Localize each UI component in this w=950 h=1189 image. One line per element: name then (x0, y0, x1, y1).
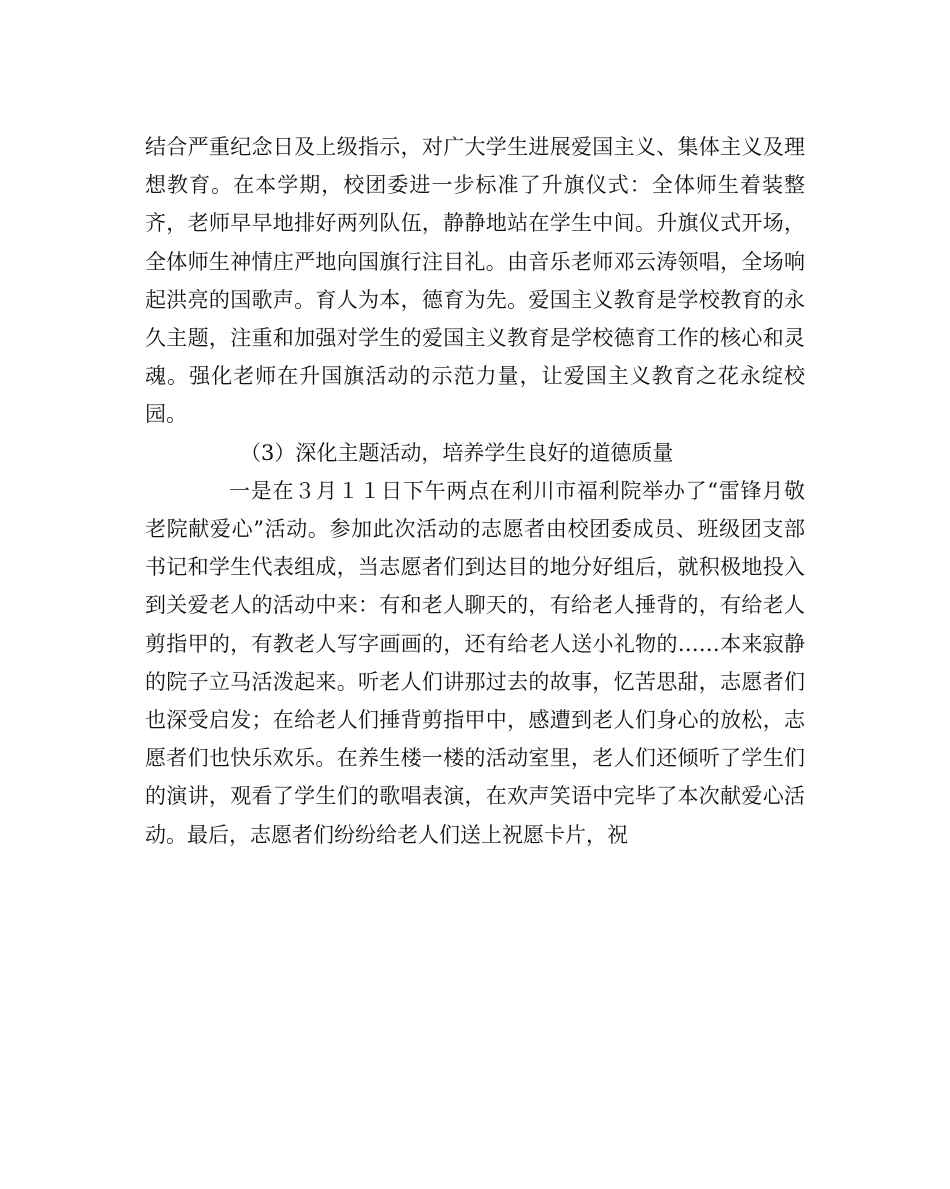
paragraph-volunteer-activity: 一是在３月１１日下午两点在利川市福利院举办了“雷锋月敬老院献爱心”活动。参加此次活动的志愿者由校团委成员、班级团支部书记和学生代表组成，当志愿者们到达目的地分好组后，就积极地投入到关爱老人的活动中来：有和老人聊天的，有给老人捶背的，有给老人剪指甲的，有教老人写字画画的，还有给老人送小礼物的……本来寂静的院子立马活泼起来。听老人们讲那过去的故事，忆苦思甜，志愿者们也深受启发；在给老人们捶背剪指甲中，感遭到老人们身心的放松，志愿者们也快乐欢乐。在养生楼一楼的活动室里，老人们还倾听了学生们的演讲，观看了学生们的歌唱表演，在欢声笑语中完毕了本次献爱心活动。最后，志愿者们纷纷给老人们送上祝愿卡片，祝 (145, 478, 805, 847)
document-body (145, 128, 805, 854)
paragraph-patriotic-education: 结合严重纪念日及上级指示，对广大学生进展爱国主义、集体主义及理想教育。在本学期，校团委进一步标准了升旗仪式：全体师生着装整齐，老师早早地排好两列队伍，静静地站在学生中间。升旗仪式开场，全体师生神情庄严地向国旗行注目礼。由音乐老师邓云涛领唱，全场响起洪亮的国歌声。育人为本，德育为先。爱国主义教育是学校教育的永久主题，注重和加强对学生的爱国主义教育是学校德育工作的核心和灵魂。强化老师在升国旗活动的示范力量，让爱国主义教育之花永绽校园。 (145, 135, 805, 427)
section-heading: （3）深化主题活动，培养学生良好的道德质量 (240, 440, 674, 465)
